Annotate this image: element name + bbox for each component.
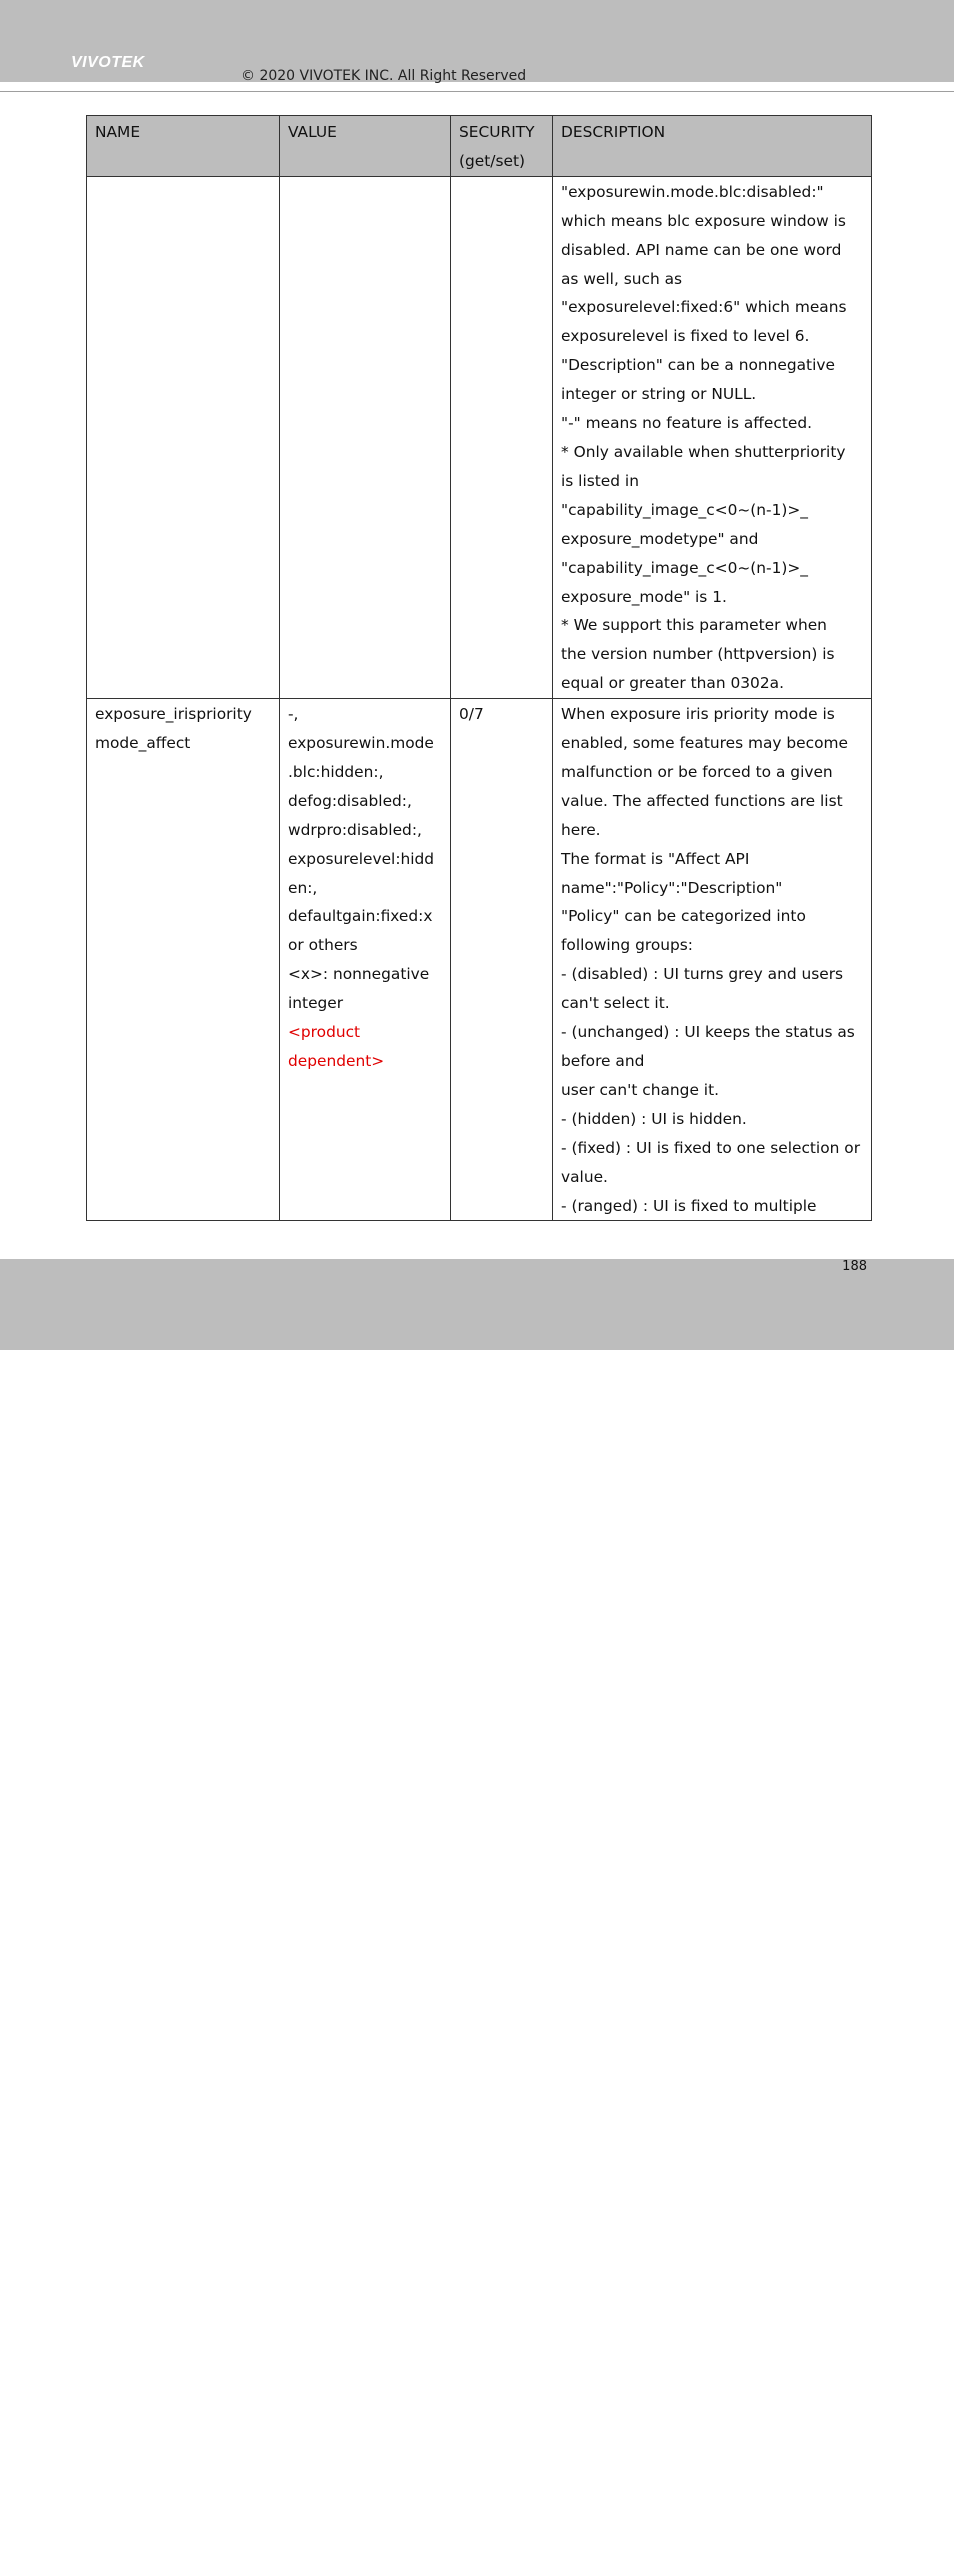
value-line: .blc:hidden:, — [288, 762, 384, 781]
description-line: "Description" can be a nonnegative — [561, 356, 835, 375]
description-line: integer or string or NULL. — [561, 385, 757, 404]
table-header-row — [87, 116, 872, 177]
header-value: VALUE — [280, 116, 451, 177]
description-line: equal or greater than 0302a. — [561, 674, 784, 693]
value-line: integer — [288, 994, 344, 1013]
brand-logo-text: VIVOTEK — [71, 54, 145, 71]
cell-value — [280, 699, 451, 1221]
page-header — [0, 0, 954, 82]
description-line: "capability_image_c<0~(n-1)>_ — [561, 558, 808, 577]
description-line: "capability_image_c<0~(n-1)>_ — [561, 500, 808, 519]
description-line: as well, such as — [561, 269, 683, 288]
description-line: The format is "Affect API — [561, 849, 750, 868]
name-line: mode_affect — [95, 734, 191, 753]
description-line: "exposurewin.mode.blc:disabled:" — [561, 182, 824, 201]
description-line: disabled. API name can be one word — [561, 240, 842, 259]
description-line: user can't change it. — [561, 1080, 720, 1099]
description-line: - (fixed) : UI is fixed to one selection or — [561, 1138, 861, 1157]
description-line: exposure_mode" is 1. — [561, 587, 727, 606]
description-line: can't select it. — [561, 994, 670, 1013]
description-line: before and — [561, 1052, 645, 1070]
parameter-table — [86, 115, 872, 1221]
header-divider — [0, 91, 954, 92]
cell-value — [280, 176, 451, 698]
description-line: malfunction or be forced to a given — [561, 762, 833, 781]
manual-page-label: 342 - User's Manual — [69, 2534, 194, 2550]
page-footer — [0, 1259, 954, 2550]
cell-description — [553, 699, 872, 1221]
value-line: exposurelevel:hidd — [288, 849, 435, 868]
description-line: which means blc exposure window is — [561, 211, 846, 230]
description-line: "Policy" can be categorized into — [561, 907, 806, 926]
page-number: 188 — [842, 1259, 867, 1274]
value-line: <x>: nonnegative — [288, 965, 430, 984]
value-line: defog:disabled:, — [288, 791, 412, 810]
value-line: wdrpro:disabled:, — [288, 820, 422, 839]
value-line-product-dependent: dependent> — [288, 1052, 385, 1070]
description-line: - (ranged) : UI is fixed to multiple — [561, 1196, 817, 1215]
table-row — [87, 176, 872, 698]
description-line: value. — [561, 1167, 608, 1186]
description-line: - (hidden) : UI is hidden. — [561, 1109, 747, 1128]
cell-security — [451, 176, 553, 698]
description-line: - (disabled) : UI turns grey and users — [561, 965, 844, 984]
description-line: exposurelevel is fixed to level 6. — [561, 327, 810, 346]
header-security-line: SECURITY — [459, 123, 535, 141]
description-line: - (unchanged) : UI keeps the status as — [561, 1023, 855, 1042]
header-name: NAME — [87, 116, 280, 177]
cell-description — [553, 176, 872, 698]
name-line: exposure_irispriority — [95, 705, 252, 724]
header-security-line: (get/set) — [459, 151, 525, 170]
value-line-product-dependent: <product — [288, 1023, 361, 1042]
description-line: is listed in — [561, 471, 639, 490]
table-row — [87, 699, 872, 1221]
header-description: DESCRIPTION — [553, 116, 872, 177]
cell-security: 0/7 — [451, 699, 553, 1221]
description-line: exposure_modetype" and — [561, 529, 759, 548]
value-line: en:, — [288, 878, 318, 897]
description-line: enabled, some features may become — [561, 734, 848, 753]
description-line: value. The affected functions are list — [561, 791, 843, 810]
value-line: -, — [288, 705, 299, 724]
copyright-notice: © 2020 VIVOTEK INC. All Right Reserved — [241, 68, 527, 84]
value-line: defaultgain:fixed:x — [288, 907, 433, 926]
description-line: "-" means no feature is affected. — [561, 414, 812, 433]
cell-name — [87, 176, 280, 698]
header-security — [451, 116, 553, 177]
value-line: exposurewin.mode — [288, 734, 434, 753]
cell-name — [87, 699, 280, 1221]
description-line: When exposure iris priority mode is — [561, 705, 835, 724]
description-line: name":"Policy":"Description" — [561, 878, 783, 897]
value-line: or others — [288, 936, 358, 955]
description-line: "exposurelevel:fixed:6" which means — [561, 298, 847, 317]
description-line: the version number (httpversion) is — [561, 645, 835, 664]
description-line: * Only available when shutterpriority — [561, 442, 846, 461]
description-line: * We support this parameter when — [561, 616, 827, 635]
description-line: here. — [561, 820, 601, 839]
description-line: following groups: — [561, 936, 693, 955]
